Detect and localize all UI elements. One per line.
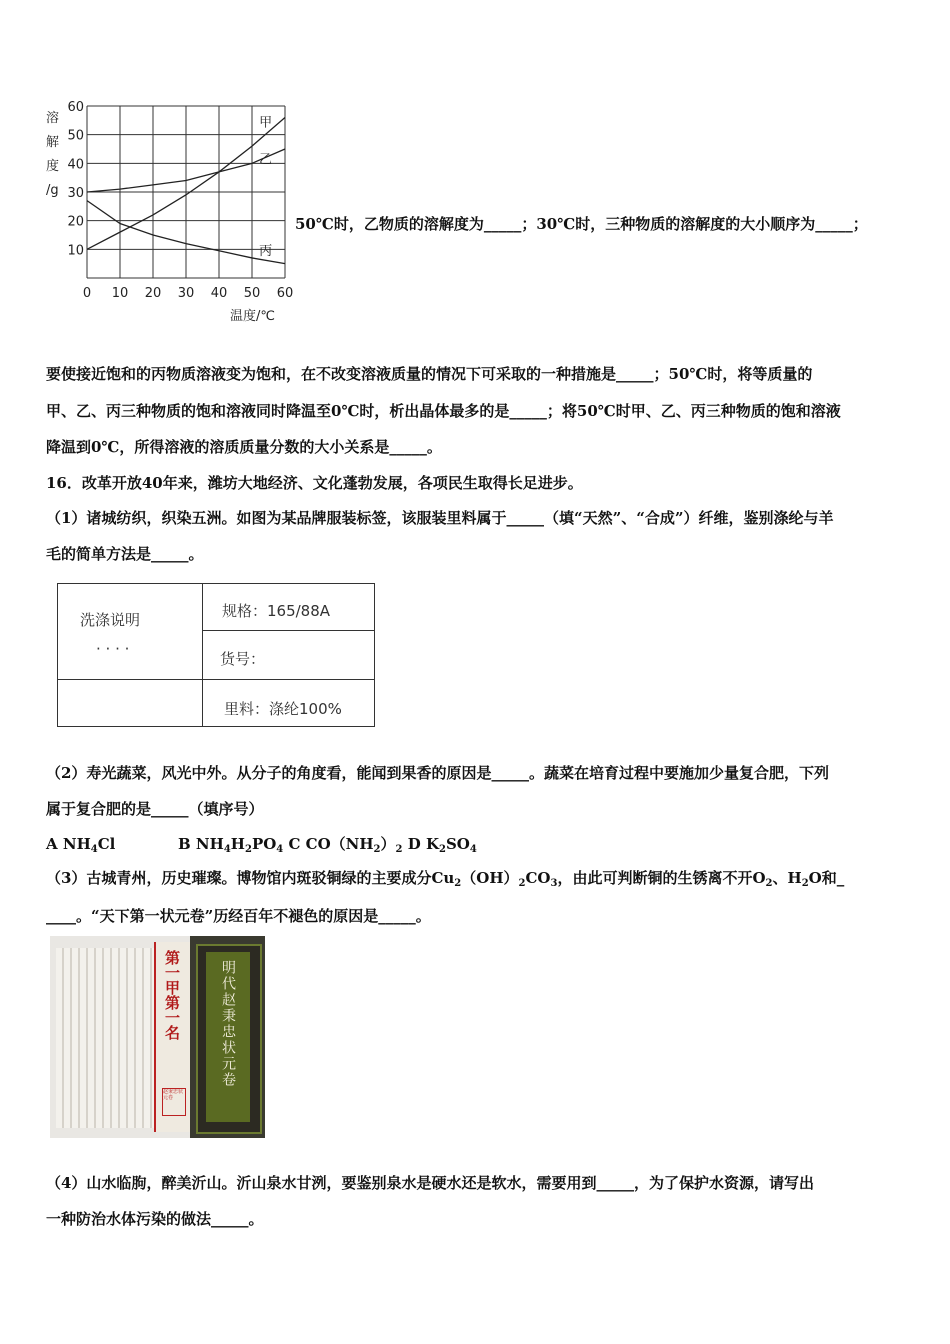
- tag-lining: 里料：涤纶100%: [224, 700, 342, 718]
- scroll-frame: 明代赵秉忠状元卷: [196, 944, 262, 1134]
- tag-wash-label: 洗涤说明: [80, 611, 141, 629]
- q15-line4: 降温到0℃，所得溶液的溶质质量分数的大小关系是_____。: [46, 438, 442, 456]
- series-label-1: 乙: [259, 152, 273, 168]
- q16-p1-line2: 毛的简单方法是_____。: [46, 545, 204, 563]
- x-tick-0: 0: [82, 286, 92, 301]
- y-tick-20: 20: [67, 214, 84, 230]
- clothing-tag: [57, 583, 375, 727]
- y-tick-10: 10: [67, 243, 84, 259]
- chart-grid: [87, 106, 285, 278]
- book-cover: 第一甲第一名: [154, 942, 190, 1132]
- y-tick-60: 60: [67, 100, 84, 115]
- x-tick-30: 30: [177, 286, 195, 301]
- x-tick-40: 40: [210, 286, 228, 301]
- q15-line1: 50℃时，乙物质的溶解度为_____；30℃时，三种物质的溶解度的大小顺序为_____；: [295, 215, 868, 233]
- tag-spec: 规格：165/88A: [222, 602, 331, 620]
- x-tick-20: 20: [144, 286, 162, 301]
- q16-p2-options: A $NH_4Cl$ B $NH_4H_2PO_4$ C $CO(NH_2)_2$ D $K_2SO_4$: [46, 835, 477, 855]
- x-tick-60: 60: [276, 286, 294, 301]
- series-label-2: 丙: [259, 244, 273, 260]
- q16-p4-line1: （4）山水临朐，醉美沂山。沂山泉水甘洌，要鉴别泉水是硬水还是软水，需要用到_____，为了保护水资源，请写出: [46, 1174, 814, 1192]
- q16-p2-line2: 属于复合肥的是_____（填序号）: [46, 800, 264, 818]
- x-tick-50: 50: [243, 286, 261, 301]
- q16-p4-line2: 一种防治水体污染的做法_____。: [46, 1210, 264, 1228]
- solubility-chart: [40, 98, 300, 328]
- q16-p3-line1: （3）古城青州，历史璀璨。博物馆内斑驳铜绿的主要成分$Cu_2(OH)_2CO_3$，由此可判断铜的生锈离不开$O_2$、$H_2O$和_: [46, 869, 845, 889]
- x-axis-label: 温度/℃: [230, 309, 275, 324]
- q16-p3-line2: ____。“天下第一状元卷”历经百年不褪色的原因是_____。: [46, 907, 431, 925]
- x-tick-10: 10: [111, 286, 129, 301]
- q16-p1-line1: （1）诸城纺织，织染五洲。如图为某品牌服装标签，该服装里料属于_____（填“天然”、“合成”）纤维，鉴别涤纶与羊: [46, 509, 834, 527]
- y-tick-30: 30: [67, 186, 84, 201]
- seal: 赵秉忠状元卷: [162, 1088, 186, 1116]
- y-tick-40: 40: [67, 157, 84, 173]
- tag-item-no: 货号：: [220, 650, 266, 668]
- y-tick-50: 50: [67, 128, 84, 144]
- series-label-0: 甲: [259, 115, 273, 131]
- q16-intro: 16．改革开放40年来，潍坊大地经济、文化蓬勃发展，各项民生取得长足进步。: [46, 474, 583, 492]
- q15-line2: 要使接近饱和的丙物质溶液变为饱和，在不改变溶液质量的情况下可采取的一种措施是_____；50℃时，将等质量的: [46, 365, 813, 383]
- y-axis-label: 溶解度/g: [46, 111, 60, 198]
- tag-dots: · · · ·: [96, 640, 130, 658]
- scroll-photo: [50, 936, 265, 1138]
- q15-line3: 甲、乙、丙三种物质的饱和溶液同时降温至0℃时，析出晶体最多的是_____；将50℃时甲、乙、丙三种物质的饱和溶液: [46, 402, 841, 420]
- q16-p2-line1: （2）寿光蔬菜，风光中外。从分子的角度看，能闻到果香的原因是_____。蔬菜在培育过程中要施加少量复合肥，下列: [46, 764, 829, 782]
